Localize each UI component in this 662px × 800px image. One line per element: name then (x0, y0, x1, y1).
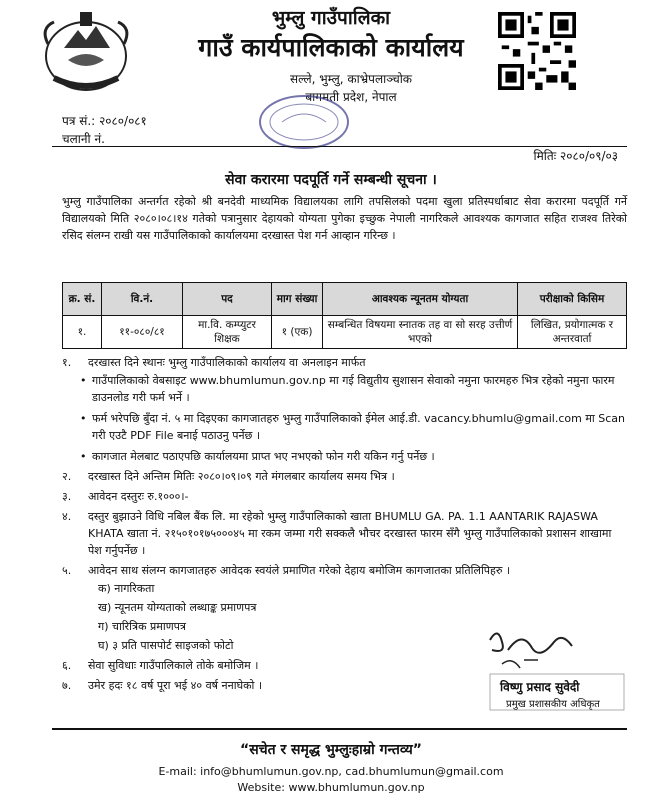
item-number: २. (62, 470, 72, 483)
cell-qualification: सम्बन्धित विषयमा स्नातक तह वा सो सरह उत्तीर्ण भएको (323, 316, 518, 349)
cell-serial: १. (63, 316, 102, 349)
col-header-qualification: आवश्यक न्यूनतम योग्यता (323, 283, 518, 316)
patra-label: पत्र सं.: (62, 114, 96, 128)
item-text: उमेर हदः १८ वर्ष पूरा भई ४० वर्ष ननाघेको । (88, 679, 263, 692)
item-text: आवेदन दस्तुरः रु.१०००।- (88, 490, 189, 503)
qr-code[interactable] (498, 12, 576, 90)
document-item: ग) चारित्रिक प्रमाणपत्र (98, 620, 186, 633)
table-header-row (63, 283, 627, 316)
table-row (63, 316, 627, 349)
document-item: घ) ३ प्रति पासपोर्ट साइजको फोटो (98, 639, 234, 652)
patra-value: २०८०/०८१ (99, 114, 147, 128)
col-header-exam-type: परीक्षाको किसिम (518, 283, 627, 316)
col-header-quantity: माग संख्या (272, 283, 323, 316)
item-text: दरखास्त दिने स्थानः भुम्लु गाउँपालिकाको कार्यालय वा अनलाइन मार्फत (88, 356, 366, 369)
item-text: दरखास्त दिने अन्तिम मितिः २०८०।०९।०९ गते मंगलबार कार्यालय समय भित्र । (88, 470, 395, 483)
bullet-item (80, 410, 626, 444)
col-header-post: पद (183, 283, 272, 316)
item-text: सेवा सुविधाः गाउँपालिकाले तोके बमोजिम । (88, 659, 259, 672)
chalani-number (62, 130, 105, 147)
chalani-label: चलानी नं. (62, 132, 105, 146)
item-text: दस्तुर बुझाउने विधि नबिल बैंक लि. मा रहेको भुम्लु गाउँपालिकाको खाता BHUMLU GA. PA. 1.1 AANTARIK RAJASWA KHATA खाता नं. २१५०१०१७५०००४५ मा रकम जम्मा गरी सक्कलै भौचर दरखास्त फारम सँगै भुम्लु गाउँपालिकाको प्रशासन शाखामा पेश गर्नुपर्नेछ । (88, 510, 612, 557)
office-name: गाउँ कार्यपालिकाको कार्यालय (198, 33, 464, 62)
cell-exam-type: लिखित, प्रयोगात्मक र अन्तरवार्ता (518, 316, 627, 349)
bullet-icon: • (80, 374, 87, 387)
footer-website[interactable]: Website: www.bhumlumun.gov.np (237, 781, 425, 794)
bullet-item (80, 448, 626, 465)
bullet-text: गाउँपालिकाको वेबसाइट www.bhumlumun.gov.np मा गई विद्युतीय सुशासन सेवाको नमुना फारमहरु भित्र रहेको नमुना फारम डाउनलोड गरी फर्म भर्ने । (92, 374, 615, 404)
footer-divider (52, 728, 627, 730)
date-label: मितिः (533, 149, 557, 163)
document-item: ख) न्यूनतम योग्यताको लब्धाङ्क प्रमाणपत्र (98, 601, 257, 614)
item-number: ७. (62, 679, 72, 692)
item-number: ६. (62, 659, 72, 672)
cell-advert-no: ११-०८०/८१ (102, 316, 183, 349)
notice-date (534, 147, 619, 164)
notice-body: भुम्लु गाउँपालिका अन्तर्गत रहेको श्री बनदेवी माध्यमिक विद्यालयका लागि तपसिलको पदमा खुला प्रतिस्पर्धाबाट सेवा करारमा पदपूर्ति गर्ने विद्यालयको मिति २०८०।०८।१४ गतेको पत्रानुसार देहायको योग्यता पुगेका इच्छुक नेपाली नागरिकले आवश्यक कागजात सहित राजश्व तिरेको रसिद संलग्न राखी यस गाउँपालिकाको कार्यालयमा दरखास्त पेश गर्न आव्हान गरिन्छ । (62, 195, 627, 242)
signatory-name: विष्णु प्रसाद सुवेदी (500, 680, 580, 694)
item-text: आवेदन साथ संलग्न कागजातहरु आवेदक स्वयंले प्रमाणित गरेको देहाय बमोजिम कागजातका प्रतिलिपिहरु । (88, 564, 511, 577)
cell-post: मा.वि. कम्प्युटर शिक्षक (183, 316, 272, 349)
signatory-title: प्रमुख प्रशासकीय अधिकृत (506, 699, 600, 710)
bullet-item (80, 372, 626, 406)
date-value: २०८०/०९/०३ (559, 149, 618, 163)
municipality-name: भुम्लु गाउँपालिका (271, 7, 391, 29)
address-line-2: बागमती प्रदेश, नेपाल (305, 90, 397, 104)
divider (52, 146, 627, 147)
office-seal-stamp (256, 92, 352, 152)
bullet-icon: • (80, 450, 87, 463)
item-number: १. (62, 356, 72, 369)
item-number: ४. (62, 510, 72, 523)
address-line-1: सल्ले, भुम्लु, काभ्रेपलाञ्चोक (289, 72, 413, 86)
bullet-text: फर्म भरेपछि बुँदा नं. ५ मा दिइएका कागजातहरु भुम्लु गाउँपालिकाको ईमेल आई.डी. vacancy.bhumlu@gmail.com मा Scan गरी एउटै PDF File बनाई पठाउनु पर्नेछ । (92, 412, 626, 442)
item-number: ३. (62, 490, 72, 503)
vacancy-table (62, 282, 627, 349)
cell-quantity: १ (एक) (272, 316, 323, 349)
patra-number (62, 112, 147, 129)
bullet-icon: • (80, 412, 87, 425)
item-number: ५. (62, 564, 72, 577)
bullet-text: कागजात मेलबाट पठाएपछि कार्यालयमा प्राप्त भए नभएको फोन गरी यकिन गर्नु पर्नेछ । (92, 450, 435, 463)
col-header-serial: क्र. सं. (63, 283, 102, 316)
notice-subject: सेवा करारमा पदपूर्ति गर्ने सम्बन्धी सूचना । (225, 172, 437, 188)
footer-motto: “सचेत र समृद्ध भुम्लुःहाम्रो गन्तव्य” (240, 742, 422, 758)
footer-email[interactable]: E-mail: info@bhumlumun.gov.np, cad.bhumlumun@gmail.com (158, 765, 504, 778)
document-item: क) नागरिकता (98, 582, 155, 595)
col-header-advert-no: वि.नं. (102, 283, 183, 316)
